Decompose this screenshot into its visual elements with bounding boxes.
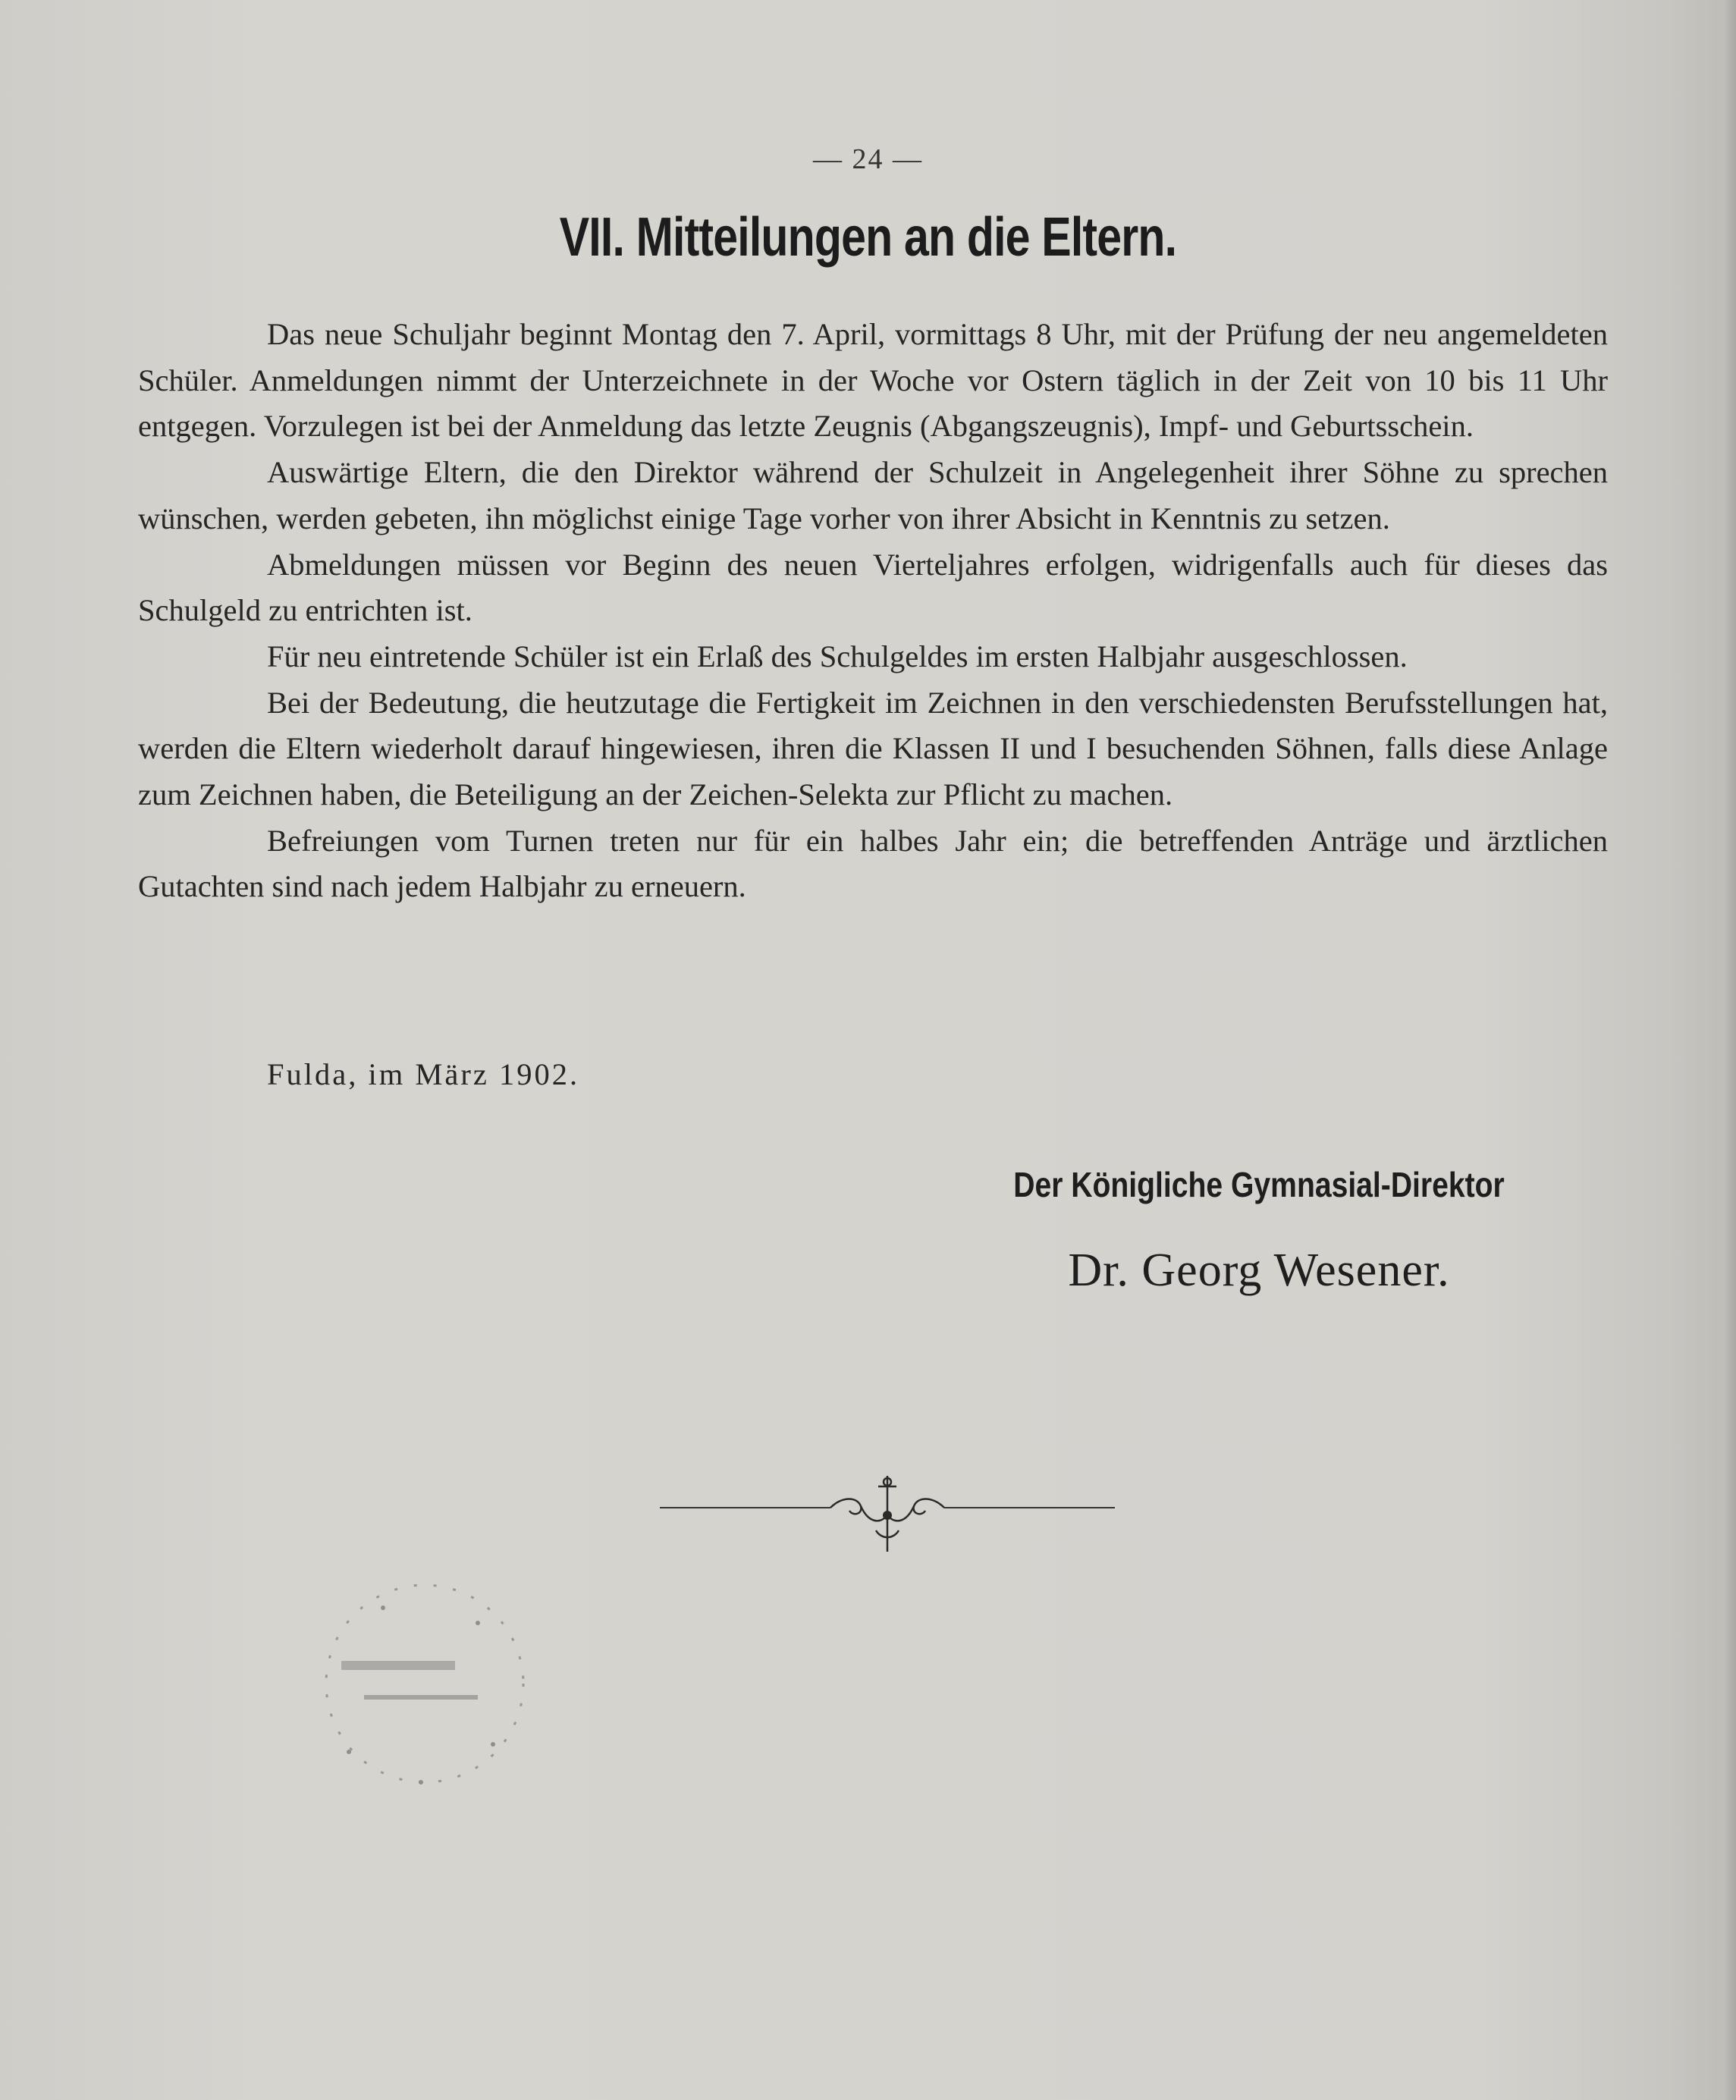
section-heading: VII. Mitteilungen an die Eltern.	[559, 207, 1177, 268]
place-date: Fulda, im März 1902.	[267, 1057, 580, 1091]
paragraph-drawing: Bei der Bedeutung, die heutzutage die Fertigkeit im Zeichnen in den verschiedensten Berufsstellungen hat, werden die Eltern wiederholt darauf hingewiesen, ihren die Klassen II und I besuchenden Söhnen, falls diese Anlage zum Zeichnen haben, die Beteiligung an der Zeichen-Selekta zur Pflicht zu machen.	[138, 685, 1608, 812]
paragraph-fee-waiver: Für neu eintretende Schüler ist ein Erlaß des Schulgeldes im ersten Halbjahr ausgeschlossen.	[267, 639, 1408, 673]
paragraph-school-year: Das neue Schuljahr beginnt Montag den 7. April, vormittags 8 Uhr, mit der Prüfung der neu angemeldeten Schüler. Anmeldungen nimmt der Unterzeichnete in der Woche vor Ostern täglich in der Zeit von 10 bis 11 Uhr entgegen. Vorzulegen ist bei der Anmeldung das letzte Zeugnis (Abgangszeugnis), Impf- und Geburtsschein.	[138, 317, 1608, 444]
signature-role: Der Königliche Gymnasial-Direktor	[1013, 1165, 1505, 1204]
signature-name: Dr. Georg Wesener.	[1068, 1245, 1450, 1296]
fleuron-ornament-icon	[660, 1470, 1115, 1561]
paragraph-deregistration: Abmeldungen müssen vor Beginn des neuen Vierteljahres erfolgen, widrigenfalls auch für dieses das Schulgeld zu entrichten ist.	[138, 547, 1608, 628]
body-text	[138, 312, 1608, 910]
page-number: — 24 —	[813, 143, 923, 175]
paragraph-gymnastics: Befreiungen vom Turnen treten nur für ein halbes Jahr ein; die betreffenden Anträge und ärztlichen Gutachten sind nach jedem Halbjahr zu erneuern.	[138, 823, 1608, 904]
library-stamp-icon	[296, 1562, 554, 1805]
paragraph-external-parents: Auswärtige Eltern, die den Direktor während der Schulzeit in Angelegenheit ihrer Söhne zu sprechen wünschen, werden gebeten, ihn möglichst einige Tage vorher von ihrer Absicht in Kenntnis zu setzen.	[138, 455, 1608, 535]
page-edge-shadow	[1722, 0, 1736, 2100]
